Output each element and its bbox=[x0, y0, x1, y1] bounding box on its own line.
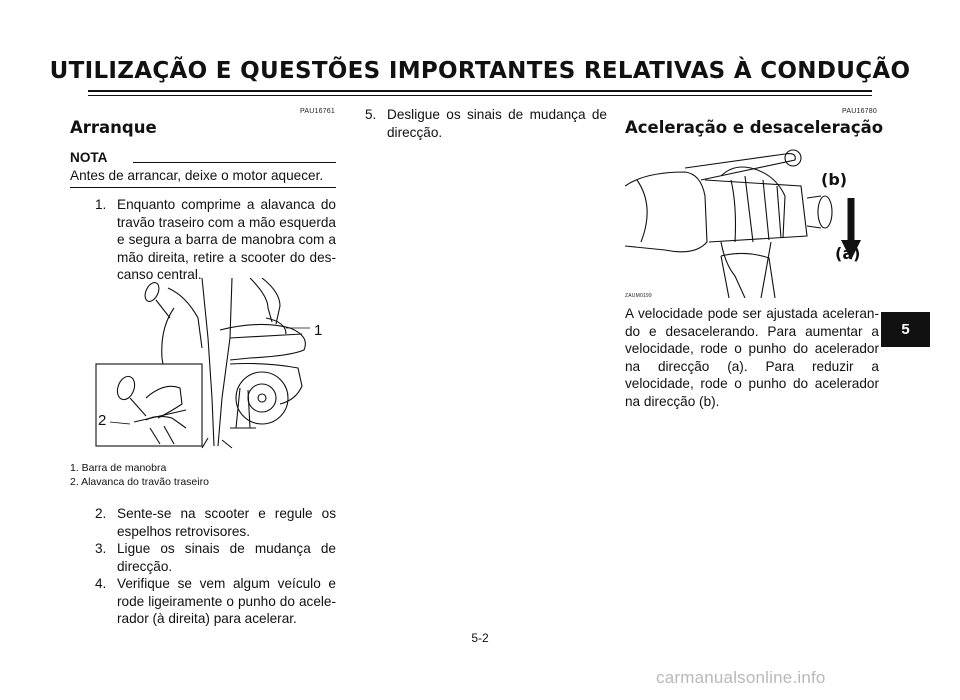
nota-text: Antes de arrancar, deixe o motor aquecer. bbox=[70, 168, 324, 183]
figure-code: ZAUM0199 bbox=[625, 293, 652, 299]
throttle-grip-drawing bbox=[625, 146, 885, 298]
step-text: Verifique se vem algum veículo e rode ligeiramente o punho do acele-rador (à direita) para acelerar. bbox=[117, 576, 336, 627]
caption-1: 1. Barra de manobra bbox=[70, 462, 167, 474]
step-4 bbox=[95, 575, 336, 628]
page-title: UTILIZAÇÃO E QUESTÕES IMPORTANTES RELATIVAS À CONDUÇÃO bbox=[49, 58, 911, 84]
acceleration-paragraph: A velocidade pode ser ajustada aceleran-do e desacelerando. Para aumentar a velocidade, rode o punho do acelerador na direcção (a). Para reduzir a velocidade, rode o punho do acelerador na direcção (b). bbox=[625, 306, 879, 409]
step-number: 1. bbox=[95, 197, 107, 212]
step-number: 4. bbox=[95, 576, 107, 591]
step-5 bbox=[365, 106, 607, 141]
direction-label-b: (b) bbox=[821, 170, 848, 189]
scooter-stand-illustration bbox=[90, 278, 330, 450]
step-2 bbox=[95, 505, 336, 540]
title-rule-thin bbox=[88, 95, 872, 96]
section-code: PAU16761 bbox=[300, 108, 335, 115]
caption-2: 2. Alavanca do travão traseiro bbox=[70, 476, 209, 488]
step-number: 3. bbox=[95, 541, 107, 556]
title-rule bbox=[88, 90, 872, 92]
page-number: 5-2 bbox=[471, 631, 489, 645]
step-number: 5. bbox=[365, 107, 377, 122]
chapter-tab: 5 bbox=[881, 312, 930, 347]
nota-end-rule bbox=[70, 187, 336, 188]
figure-label-2: 2 bbox=[98, 412, 107, 429]
section-heading-aceleracao: Aceleração e desaceleração bbox=[625, 118, 884, 137]
section-code: PAU16780 bbox=[842, 108, 877, 115]
step-3 bbox=[95, 540, 336, 575]
nota-rule bbox=[133, 162, 336, 163]
section-heading-arranque: Arranque bbox=[70, 118, 157, 137]
scooter-stand-drawing bbox=[90, 278, 330, 450]
direction-label-a: (a) bbox=[835, 244, 861, 263]
step-text: Sente-se na scooter e regule os espelhos retrovisores. bbox=[117, 506, 336, 539]
watermark: carmanualsonline.info bbox=[656, 668, 826, 687]
figure-label-1: 1 bbox=[314, 322, 323, 339]
nota-label: NOTA bbox=[70, 150, 108, 165]
step-1 bbox=[95, 196, 336, 284]
step-text: Desligue os sinais de mudança de direcção. bbox=[387, 107, 607, 140]
step-text: Ligue os sinais de mudança de direcção. bbox=[117, 541, 336, 574]
throttle-grip-illustration bbox=[625, 146, 885, 298]
step-number: 2. bbox=[95, 506, 107, 521]
step-text: Enquanto comprime a alavanca do travão traseiro com a mão esquerda e segura a barra de manobra com a mão direita, retire a scooter do des-canso central. bbox=[117, 197, 336, 283]
